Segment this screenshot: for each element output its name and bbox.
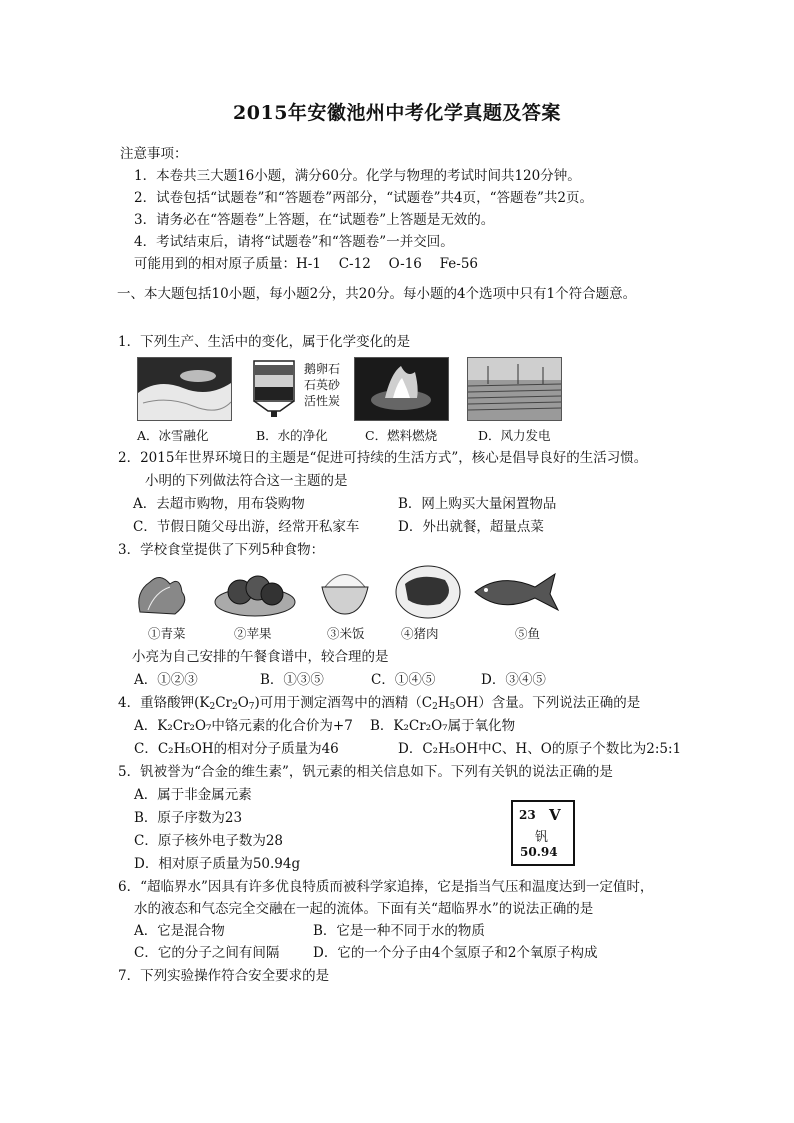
q1-caption-c: C．燃料燃烧 [365,428,438,443]
q2-option-b: B．网上购买大量闲置物品 [398,496,557,512]
note-item-4: 4．考试结束后，请将“试题卷”和“答题卷”一并交回。 [134,234,454,250]
apple-plate-icon [215,576,295,616]
water-filter-icon [250,357,300,419]
pork-plate-icon [396,566,460,618]
q1-caption-a: A．冰雪融化 [137,428,209,443]
food-caption-4: ④猪肉 [401,626,439,641]
q6-option-a: A．它是混合物 [134,923,225,939]
q6-stem-2: 水的液态和气态完全交融在一起的流体。下面有关“超临界水”的说法正确的是 [134,901,594,917]
q5-option-c: C．原子核外电子数为28 [134,833,284,849]
q2-stem-1: 2．2015年世界环境日的主题是“促进可持续的生活方式”，核心是倡导良好的生活习惯。 [118,450,648,466]
element-symbol: V [549,806,561,824]
q2-option-d: D．外出就餐，超量点菜 [398,519,544,535]
filter-label-sand: 石英砂 [304,378,341,392]
q3-stem: 3．学校食堂提供了下列5种食物： [118,542,325,558]
wind-power-image [467,357,562,421]
q4-option-a: A．K₂Cr₂O₇中铬元素的化合价为+7 [134,718,353,734]
q3-question: 小亮为自己安排的午餐食谱中，较合理的是 [132,649,389,665]
q7-stem: 7．下列实验操作符合安全要求的是 [118,968,330,984]
atomic-mass-line: 可能用到的相对原子质量：H-1 C-12 O-16 Fe-56 [134,256,479,272]
q4-option-b: B．K₂Cr₂O₇属于氧化物 [370,718,516,734]
food-caption-3: ③米饭 [327,626,365,641]
filter-label-carbon: 活性炭 [304,394,341,408]
q4-option-c: C．C₂H₅OH的相对分子质量为46 [134,741,339,757]
q6-option-b: B．它是一种不同于水的物质 [313,923,485,939]
page-title: 2015年安徽池州中考化学真题及答案 [233,102,561,124]
food-caption-5: ⑤鱼 [515,626,541,641]
ice-melting-icon [138,358,231,420]
food-caption-1: ①青菜 [148,626,186,641]
q6-stem-1: 6．“超临界水”因具有许多优良特质而被科学家追捧，它是指当气压和温度达到一定值时， [118,879,654,895]
rice-bowl-icon [322,575,368,615]
wind-turbine-icon [468,358,561,420]
element-name: 钒 [535,830,549,845]
q5-option-b: B．原子序数为23 [134,810,243,826]
element-card-vanadium [511,800,575,866]
q6-option-d: D．它的一个分子由4个氢原子和2个氧原子构成 [313,945,598,961]
water-filter-image [250,357,300,419]
vegetable-icon [139,577,185,614]
filter-label-pebble: 鹅卵石 [304,362,341,376]
q1-caption-d: D．风力发电 [478,428,551,443]
note-item-2: 2．试卷包括“试题卷”和“答题卷”两部分，“试题卷”共4页，“答题卷”共2页。 [134,190,593,206]
q3-option-b: B．①③⑤ [260,672,324,688]
q2-option-c: C．节假日随父母出游，经常开私家车 [133,519,360,535]
note-item-3: 3．请务必在“答题卷”上答题，在“试题卷”上答题是无效的。 [134,212,495,228]
q1-stem: 1．下列生产、生活中的变化，属于化学变化的是 [118,334,411,350]
fish-icon [475,574,558,610]
note-item-1: 1．本卷共三大题16小题，满分60分。化学与物理的考试时间共120分钟。 [134,168,581,184]
q2-option-a: A．去超市购物，用布袋购物 [133,496,305,512]
q3-option-a: A．①②③ [134,672,198,688]
food-images [130,562,560,622]
element-number: 23 [519,808,536,822]
element-mass: 50.94 [520,845,558,859]
q6-option-c: C．它的分子之间有间隔 [134,945,280,961]
q3-option-c: C．①④⑤ [371,672,436,688]
flame-icon [355,358,448,420]
ice-melting-image [137,357,232,421]
q5-option-a: A．属于非金属元素 [134,787,252,803]
q4-stem: 4．重铬酸钾$(K_2Cr_2O_7)$可用于测定酒驾中的酒精$(C_2H_5OH)$含量。下列说法正确的是 [118,695,641,712]
fuel-burning-image [354,357,449,421]
q4-option-d: D．C₂H₅OH中C、H、O的原子个数比为2:5:1 [398,741,682,757]
q1-caption-b: B．水的净化 [256,428,328,443]
q5-option-d: D．相对原子质量为50.94g [134,856,301,872]
food-caption-2: ②苹果 [234,626,272,641]
notes-heading: 注意事项： [120,146,188,162]
q3-option-d: D．③④⑤ [481,672,546,688]
q2-stem-2: 小明的下列做法符合这一主题的是 [145,473,348,489]
q5-stem: 5．钒被誉为“合金的维生素”，钒元素的相关信息如下。下列有关钒的说法正确的是 [118,764,613,780]
section-1-heading: 一、本大题包括10小题，每小题2分，共20分。每小题的4个选项中只有1个符合题意。 [117,286,637,302]
